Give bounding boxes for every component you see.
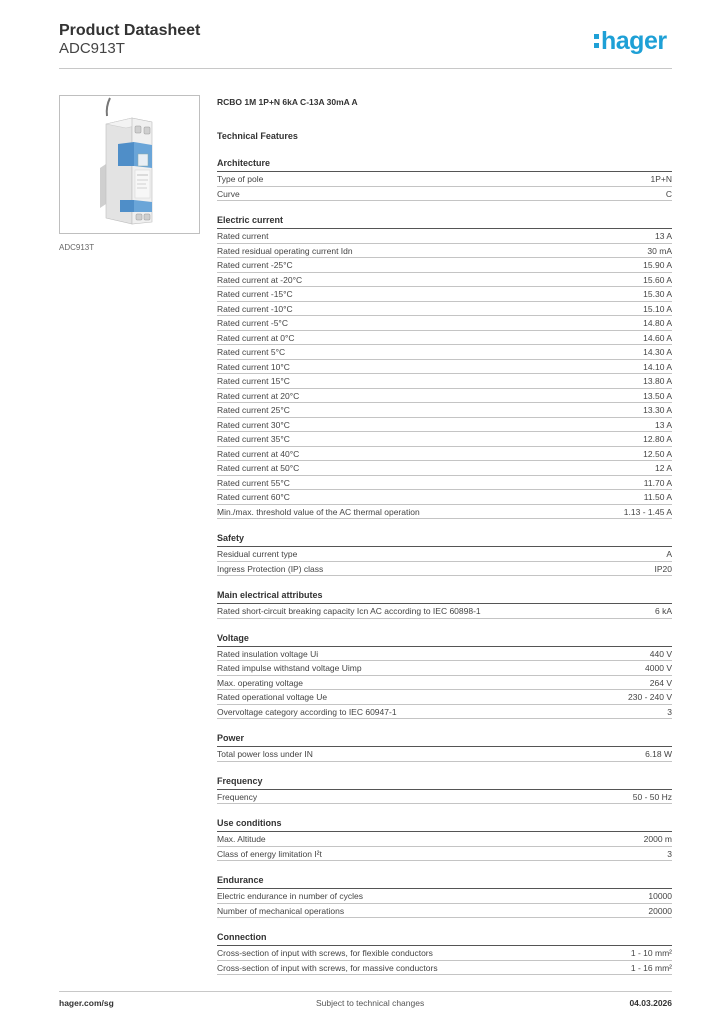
spec-section <box>217 589 672 619</box>
image-caption: ADC913T <box>59 243 95 252</box>
footer-date: 04.03.2026 <box>629 998 672 1008</box>
section-title: Power <box>217 732 672 747</box>
spec-row <box>217 461 672 476</box>
spec-section <box>217 157 672 201</box>
spec-label: Total power loss under IN <box>217 749 313 759</box>
spec-label: Cross-section of input with screws, for massive conductors <box>217 962 438 973</box>
spec-row <box>217 747 672 762</box>
spec-label: Rated current 35°C <box>217 434 290 444</box>
spec-value: C <box>665 188 672 199</box>
spec-row <box>217 790 672 805</box>
spec-row <box>217 690 672 705</box>
spec-label: Number of mechanical operations <box>217 905 345 916</box>
spec-label: Rated current -5°C <box>217 318 288 328</box>
spec-row <box>217 273 672 288</box>
spec-row <box>217 832 672 847</box>
spec-row <box>217 676 672 691</box>
section-title: Voltage <box>217 632 672 647</box>
spec-row <box>217 360 672 375</box>
spec-row <box>217 647 672 662</box>
spec-value: 1.13 - 1.45 A <box>623 506 672 517</box>
spec-value: 15.60 A <box>643 274 672 285</box>
spec-value: 1 - 10 mm² <box>630 948 672 958</box>
spec-value: 12.50 A <box>643 448 672 459</box>
spec-label: Rated current 30°C <box>217 419 290 430</box>
spec-value: 15.30 A <box>643 289 672 299</box>
spec-row <box>217 847 672 862</box>
spec-label: Rated current -15°C <box>217 289 293 299</box>
section-title: Safety <box>217 532 672 547</box>
product-reference: ADC913T <box>59 40 125 57</box>
spec-label: Overvoltage category according to IEC 60947-1 <box>217 706 397 717</box>
spec-label: Type of pole <box>217 174 264 184</box>
section-title: Use conditions <box>217 817 672 832</box>
spec-label: Rated impulse withstand voltage Uimp <box>217 663 362 673</box>
spec-row <box>217 403 672 418</box>
spec-value: 2000 m <box>643 834 672 844</box>
section-title: Architecture <box>217 157 672 172</box>
footer-website: hager.com/sg <box>59 998 114 1008</box>
spec-label: Rated residual operating current Idn <box>217 245 353 256</box>
spec-value: 20000 <box>648 905 672 916</box>
spec-sections <box>217 157 672 975</box>
spec-label: Rated current at 40°C <box>217 448 300 459</box>
spec-value: 14.60 A <box>643 332 672 343</box>
spec-section <box>217 632 672 720</box>
spec-value: 6 kA <box>654 606 672 616</box>
page-title: Product Datasheet <box>59 22 201 39</box>
spec-value: 14.30 A <box>643 347 672 357</box>
spec-label: Cross-section of input with screws, for flexible conductors <box>217 948 433 958</box>
spec-row <box>217 172 672 187</box>
spec-value: 230 - 240 V <box>628 692 672 702</box>
spec-row <box>217 476 672 491</box>
spec-row <box>217 302 672 317</box>
spec-row <box>217 447 672 462</box>
spec-value: 11.50 A <box>643 492 672 502</box>
spec-section <box>217 817 672 861</box>
spec-row <box>217 374 672 389</box>
spec-row <box>217 946 672 961</box>
spec-label: Residual current type <box>217 549 298 559</box>
rcbo-device-icon <box>60 96 199 233</box>
section-title: Electric current <box>217 214 672 229</box>
spec-label: Rated current -25°C <box>217 260 293 270</box>
section-title: Endurance <box>217 874 672 889</box>
spec-row <box>217 258 672 273</box>
spec-row <box>217 604 672 619</box>
spec-section <box>217 775 672 805</box>
spec-section <box>217 931 672 975</box>
spec-value: 50 - 50 Hz <box>632 791 672 802</box>
spec-label: Rated current 25°C <box>217 405 290 415</box>
spec-label: Class of energy limitation I²t <box>217 848 322 859</box>
spec-row <box>217 244 672 259</box>
spec-label: Max. operating voltage <box>217 677 303 688</box>
spec-value: 13 A <box>654 419 672 430</box>
spec-label: Rated current at -20°C <box>217 274 303 285</box>
spec-value: 14.10 A <box>643 361 672 372</box>
spec-value: 1 - 16 mm² <box>630 962 672 973</box>
spec-section <box>217 532 672 576</box>
spec-row <box>217 889 672 904</box>
spec-value: A <box>666 549 672 559</box>
spec-section <box>217 214 672 519</box>
spec-row <box>217 389 672 404</box>
spec-row <box>217 961 672 976</box>
spec-label: Rated current 10°C <box>217 361 290 372</box>
spec-value: 15.10 A <box>643 303 672 314</box>
hager-logo <box>594 26 667 56</box>
spec-row <box>217 432 672 447</box>
spec-value: 13.50 A <box>643 390 672 401</box>
footer-notice: Subject to technical changes <box>316 998 425 1008</box>
spec-label: Frequency <box>217 791 258 802</box>
spec-label: Min./max. threshold value of the AC thermal operation <box>217 506 420 517</box>
spec-value: 4000 V <box>645 663 672 673</box>
product-image <box>59 95 200 234</box>
spec-row <box>217 547 672 562</box>
spec-value: 13 A <box>654 231 672 241</box>
spec-label: Ingress Protection (IP) class <box>217 563 324 574</box>
spec-value: 15.90 A <box>643 260 672 270</box>
spec-row <box>217 904 672 919</box>
spec-label: Rated insulation voltage Ui <box>217 648 319 659</box>
header-divider <box>59 68 672 69</box>
spec-label: Rated current <box>217 231 269 241</box>
spec-label: Rated short-circuit breaking capacity Icn AC according to IEC 60898-1 <box>217 606 481 616</box>
logo-text: hager <box>601 27 667 55</box>
section-title: Connection <box>217 931 672 946</box>
spec-value: 14.80 A <box>643 318 672 328</box>
product-title: RCBO 1M 1P+N 6kA C-13A 30mA A <box>217 97 358 107</box>
spec-section <box>217 732 672 762</box>
spec-label: Rated current at 50°C <box>217 463 300 473</box>
spec-value: 3 <box>667 706 672 717</box>
spec-label: Rated current 55°C <box>217 477 290 488</box>
spec-label: Curve <box>217 188 240 199</box>
spec-label: Rated operational voltage Ue <box>217 692 328 702</box>
logo-dots-icon <box>594 30 599 50</box>
spec-row <box>217 661 672 676</box>
spec-label: Rated current 15°C <box>217 376 290 386</box>
spec-row <box>217 345 672 360</box>
spec-value: 264 V <box>649 677 672 688</box>
spec-label: Rated current at 20°C <box>217 390 300 401</box>
spec-value: IP20 <box>654 563 672 574</box>
spec-value: 3 <box>667 848 672 859</box>
spec-value: 30 mA <box>647 245 672 256</box>
spec-row <box>217 562 672 577</box>
spec-row <box>217 331 672 346</box>
spec-value: 6.18 W <box>645 749 672 759</box>
spec-row <box>217 229 672 244</box>
spec-label: Rated current 5°C <box>217 347 286 357</box>
spec-value: 440 V <box>649 648 672 659</box>
spec-value: 12 A <box>654 463 672 473</box>
spec-row <box>217 705 672 720</box>
spec-label: Max. Altitude <box>217 834 266 844</box>
spec-value: 11.70 A <box>643 477 672 488</box>
spec-value: 13.80 A <box>643 376 672 386</box>
footer-divider <box>59 991 672 992</box>
spec-row <box>217 490 672 505</box>
spec-label: Rated current -10°C <box>217 303 293 314</box>
datasheet-content <box>217 96 672 988</box>
spec-value: 1P+N <box>650 174 672 184</box>
spec-row <box>217 505 672 520</box>
spec-section <box>217 874 672 918</box>
technical-features-heading: Technical Features <box>217 131 298 141</box>
spec-value: 10000 <box>648 891 672 901</box>
spec-label: Rated current at 0°C <box>217 332 295 343</box>
spec-label: Rated current 60°C <box>217 492 290 502</box>
section-title: Frequency <box>217 775 672 790</box>
spec-value: 13.30 A <box>643 405 672 415</box>
section-title: Main electrical attributes <box>217 589 672 604</box>
spec-row <box>217 187 672 202</box>
spec-row <box>217 316 672 331</box>
spec-row <box>217 418 672 433</box>
spec-value: 12.80 A <box>643 434 672 444</box>
spec-row <box>217 287 672 302</box>
spec-label: Electric endurance in number of cycles <box>217 891 363 901</box>
